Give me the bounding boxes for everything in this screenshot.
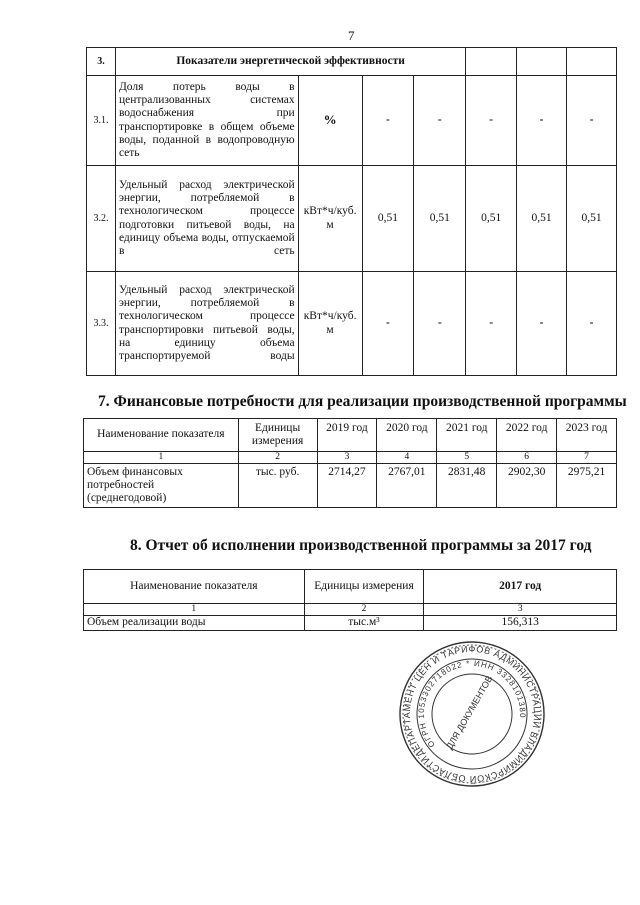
section7-title: 7. Финансовые потребности для реализации производственной программы [98, 393, 627, 410]
stamp-outer-text: ДЕПАРТАМЕНТ ЦЕН И ТАРИФОВ АДМИНИСТРАЦИИ ВЛАДИМИРСКОЙ ОБЛАСТИ [401, 643, 543, 785]
table-row: Объем финансовых потребностей (среднегодовой) тыс. руб. 2714,27 2767,01 2831,48 2902,30 2975,21 [84, 463, 617, 507]
col-number-row: 1 2 3 4 5 6 7 [84, 452, 617, 464]
table-row: 3.3. Удельный расход электрической энергии, потребляемой в технологическом процессе транспортировки питьевой воды, на единицу объема транспортируемой воды кВт*ч/куб. м - - - - - [87, 272, 617, 376]
stamp-center-text: ДЛЯ ДОКУМЕНТОВ [444, 673, 495, 752]
program-report-table [83, 569, 617, 631]
table-row: 3.2. Удельный расход электрической энергии, потребляемой в технологическом процессе подготовки питьевой воды, на единицу объема воды, отпускаемой в сеть кВт*ч/куб. м 0,51 0,51 0,51 0,51 0,51 [87, 166, 617, 272]
table-row: Объем реализации воды тыс.м³ 156,313 [84, 616, 617, 631]
stamp-inner-text: ОГРН 1053302718022 * ИНН 3328101380 [416, 658, 528, 750]
page-number: 7 [348, 28, 355, 43]
table-row: 3.1. Доля потерь воды в централизованных системах водоснабжения при транспортировке в общем объеме воды, поданной в водопроводную сеть % - - - - - [87, 76, 617, 166]
section-row [87, 48, 617, 76]
financial-needs-table [83, 418, 617, 508]
header-row: Наименование показателя Единицы измерения 2019 год 2020 год 2021 год 2022 год 2023 год [84, 419, 617, 452]
section-title: Показатели энергетической эффективности [115, 48, 465, 76]
energy-efficiency-table [86, 47, 617, 376]
section-num: 3. [87, 48, 116, 76]
official-stamp [398, 640, 546, 788]
header-row: Наименование показателя Единицы измерения 2017 год [84, 570, 617, 604]
col-number-row: 1 2 3 [84, 604, 617, 616]
section8-title: 8. Отчет об исполнении производственной программы за 2017 год [130, 537, 592, 554]
